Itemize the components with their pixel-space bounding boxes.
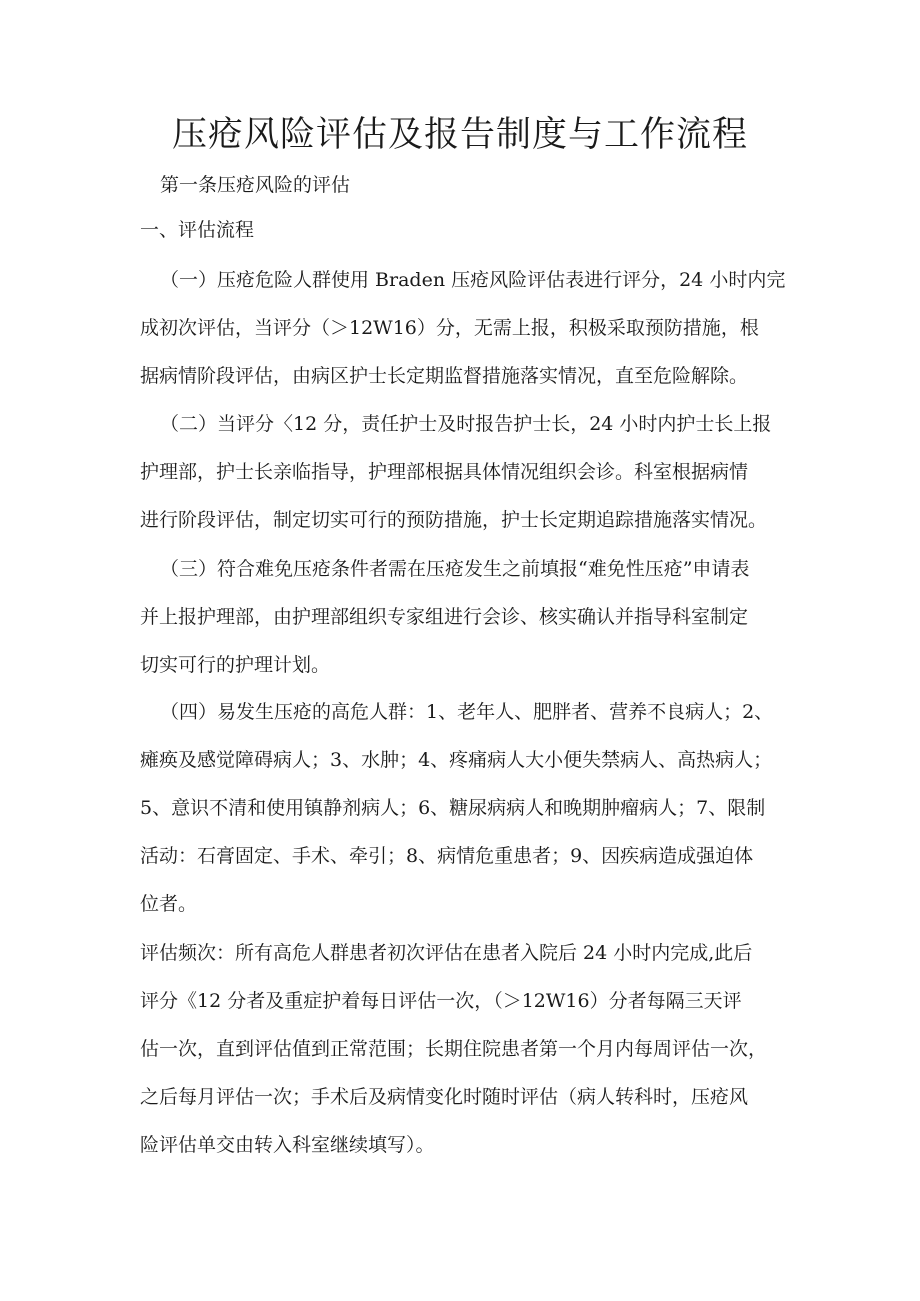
document-title: 压疮风险评估及报告制度与工作流程 — [171, 115, 748, 155]
paragraph-line: 护理部，护士长亲临指导，护理部根据具体情况组织会诊。科室根据病情 — [140, 461, 749, 483]
paragraph-1 — [140, 256, 800, 400]
paragraph-4 — [140, 688, 800, 928]
paragraph-line: 之后每月评估一次；手术后及病情变化时随时评估（病人转科时，压疮风 — [140, 1086, 749, 1108]
paragraph-line: 险评估单交由转入科室继续填写）。 — [140, 1134, 435, 1156]
paragraph-line: 成初次评估，当评分（＞12W16）分，无需上报，积极采取预防措施，根 — [140, 317, 759, 339]
paragraph-line: 估一次，直到评估值到正常范围；长期住院患者第一个月内每周评估一次， — [140, 1038, 768, 1060]
paragraph-line: 活动：石膏固定、手术、牵引；8、病情危重患者；9、因疾病造成强迫体 — [140, 845, 754, 867]
paragraph-line: 瘫痪及感觉障碍病人；3、水肿；4、疼痛病人大小便失禁病人、高热病人； — [140, 749, 773, 771]
paragraph-line: （一）压疮危险人群使用 Braden 压疮风险评估表进行评分，24 小时内完 — [160, 269, 786, 291]
paragraph-line: （三）符合难免压疮条件者需在压疮发生之前填报“难免性压疮”申请表 — [160, 558, 750, 580]
paragraph-line: 评分《12 分者及重症护着每日评估一次，（＞12W16）分者每隔三天评 — [140, 990, 742, 1012]
paragraph-line: （二）当评分〈12 分，责任护士及时报告护士长，24 小时内护士长上报 — [160, 413, 772, 435]
section-heading: 一、评估流程 — [140, 219, 255, 241]
paragraph-3 — [140, 545, 800, 689]
paragraph-line: 评估频次：所有高危人群患者初次评估在患者入院后 24 小时内完成,此后 — [140, 942, 753, 964]
article-heading: 第一条压疮风险的评估 — [160, 174, 351, 196]
paragraph-2 — [140, 400, 800, 544]
paragraph-line: 切实可行的护理计划。 — [140, 654, 331, 676]
paragraph-line: 位者。 — [140, 893, 198, 915]
paragraph-line: 5、意识不清和使用镇静剂病人；6、糖尿病病人和晚期肿瘤病人；7、限制 — [140, 797, 766, 819]
paragraph-5 — [140, 929, 800, 1169]
paragraph-line: 并上报护理部，由护理部组织专家组进行会诊、核实确认并指导科室制定 — [140, 606, 749, 628]
paragraph-line: （四）易发生压疮的高危人群：1、老年人、肥胖者、营养不良病人；2、 — [160, 701, 774, 723]
paragraph-line: 据病情阶段评估，由病区护士长定期监督措施落实情况，直至危险解除。 — [140, 365, 749, 387]
paragraph-line: 进行阶段评估，制定切实可行的预防措施，护士长定期追踪措施落实情况。 — [140, 509, 768, 531]
